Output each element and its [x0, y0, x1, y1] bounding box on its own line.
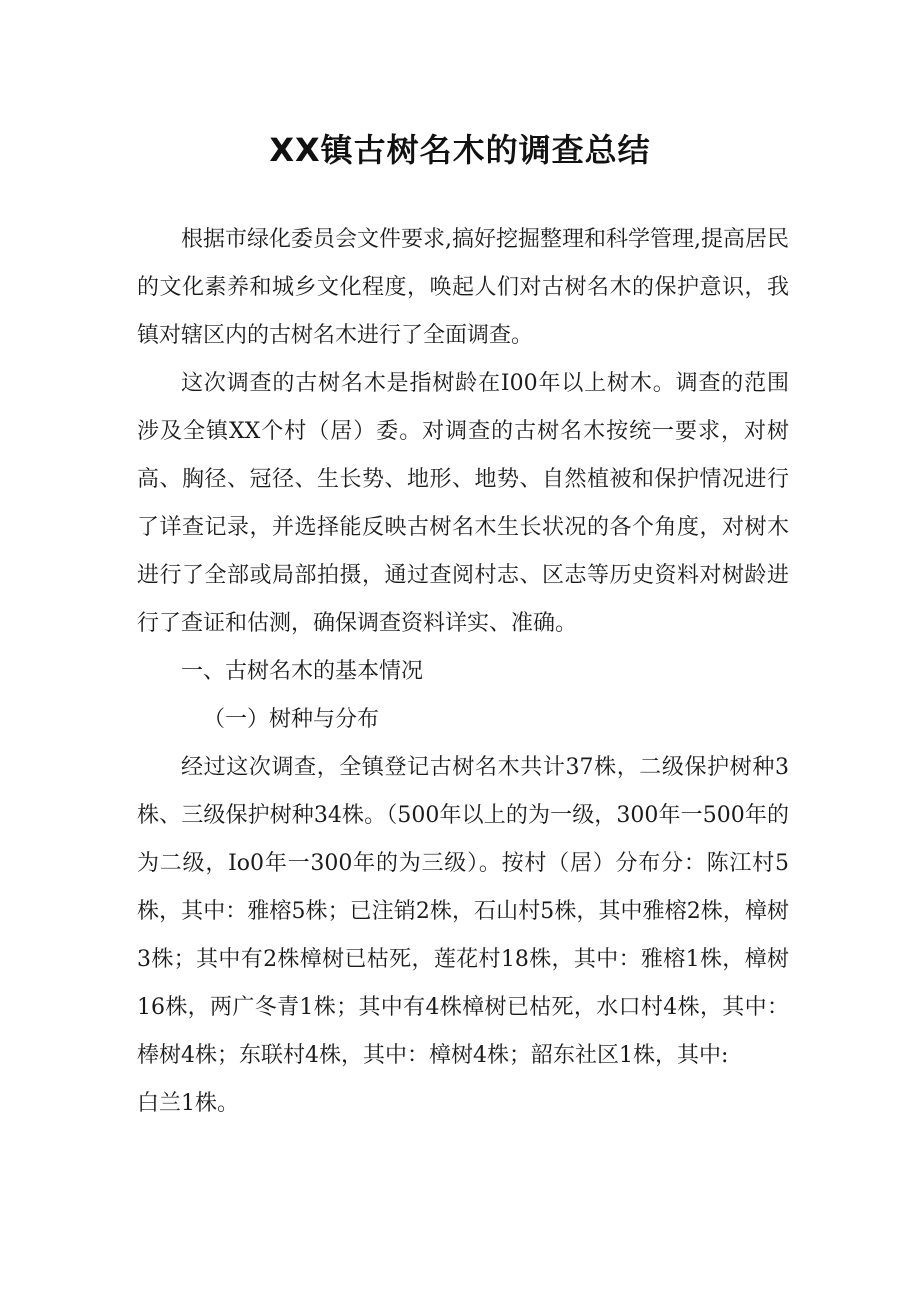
document-title: XX镇古树名木的调查总结	[269, 131, 651, 169]
paragraph-intro: 根据市绿化委员会文件要求,搞好挖掘整理和科学管理,提高居民的文化素养和城乡文化程度，唤起人们对古树名木的保护意识，我镇对辖区内的古树名木进行了全面调查。	[137, 227, 789, 348]
document-body	[137, 216, 789, 1128]
section-heading-basic-situation: 一、古树名木的基本情况	[181, 659, 424, 684]
paragraph-survey-scope: 这次调查的古树名木是指树龄在I00年以上树木。调查的范围涉及全镇XX个村（居）委。对调查的古树名木按统一要求，对树高、胸径、冠径、生长势、地形、地势、自然植被和保护情况进行了详查记录，并选择能反映古树名木生长状况的各个角度，对树木进行了全部或局部拍摄，通过查阅村志、区志等历史资料对树龄进行了查证和估测，确保调查资料详实、准确。	[137, 371, 789, 636]
paragraph-continuation: 白兰1株。	[137, 1091, 239, 1116]
paragraph-registration-details: 经过这次调查，全镇登记古树名木共计37株，二级保护树种3株、三级保护树种34株。（500年以上的为一级，300年一500年的为二级，Io0年一300年的为三级）。按村（居）分布分：陈江村5株，其中：雅榕5株；已注销2株，石山村5株，其中雅榕2株，樟树3株；其中有2株樟树已枯死，莲花村18株，其中：雅榕1株，樟树16株，两广冬青1株；其中有4株樟树已枯死，水口村4株，其中：棒树4株；东联村4株，其中：樟树4株；韶东社区1株，其中:	[137, 755, 789, 1068]
subsection-heading-species-distribution: （一）树种与分布	[203, 707, 380, 732]
